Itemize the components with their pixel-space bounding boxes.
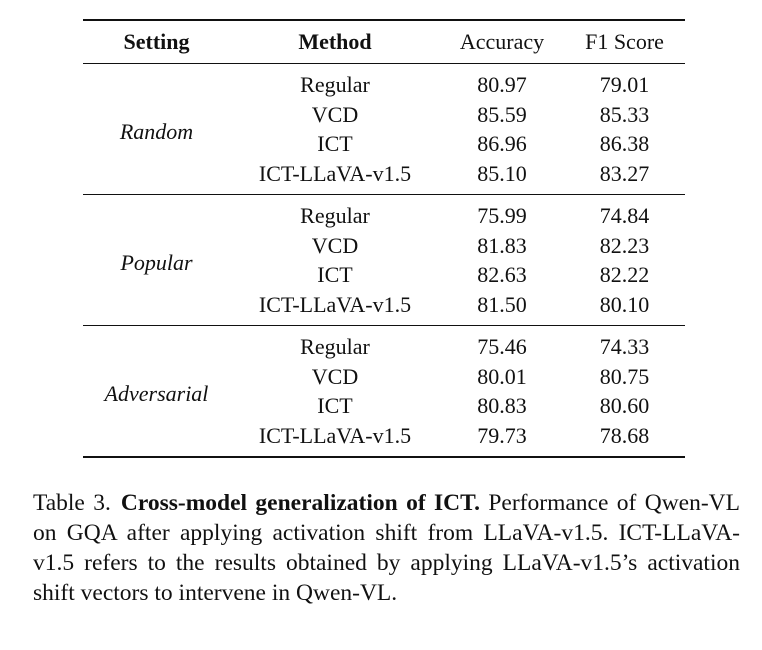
f1-cell: 83.27 (599, 160, 650, 186)
method-cell: VCD (311, 101, 359, 127)
method-cell: Regular (300, 203, 370, 228)
f1-cell: 78.68 (599, 422, 650, 448)
table-header-row (83, 20, 685, 64)
results-table-container (83, 19, 685, 458)
f1-cell: 85.33 (599, 101, 650, 127)
accuracy-cell: 82.63 (477, 262, 527, 287)
accuracy-cell: 75.99 (477, 203, 527, 228)
method-cell: VCD (311, 363, 359, 389)
f1-cell: 80.10 (599, 291, 650, 317)
setting-cell: Adversarial (104, 381, 209, 407)
f1-cell: 79.01 (599, 72, 650, 97)
setting-cell: Popular (120, 250, 193, 276)
table-row (83, 64, 685, 100)
f1-cell: 74.84 (599, 203, 650, 228)
group-popular (83, 195, 685, 326)
accuracy-cell: 85.59 (477, 101, 527, 127)
accuracy-cell: 80.97 (477, 72, 527, 97)
method-cell: ICT (317, 393, 353, 418)
setting-cell: Random (119, 119, 194, 145)
table-caption (33, 488, 740, 608)
accuracy-cell: 86.96 (477, 131, 527, 156)
caption-title: Cross-model generalization of ICT. (120, 490, 480, 516)
method-cell: ICT (317, 262, 353, 287)
accuracy-cell: 80.83 (477, 393, 527, 418)
method-cell: ICT-LLaVA-v1.5 (258, 160, 412, 186)
table-row (83, 195, 685, 231)
method-cell: ICT-LLaVA-v1.5 (258, 422, 412, 448)
method-cell: Regular (300, 334, 370, 359)
results-table (83, 19, 685, 458)
accuracy-cell: 85.10 (477, 160, 527, 186)
f1-cell: 82.22 (599, 262, 650, 287)
caption-text: Performance of Qwen-VL on GQA after applying activation shift from LLaVA-v1.5. ICT-LLaVA-v1.5 refers to the results obtained by applying LLaVA-v1.5’s activation shift vectors to intervene in Qwen-VL. (33, 490, 741, 606)
accuracy-cell: 79.73 (477, 422, 527, 448)
accuracy-cell: 81.83 (477, 232, 527, 258)
method-cell: ICT-LLaVA-v1.5 (258, 291, 412, 317)
method-cell: ICT (317, 131, 353, 156)
f1-cell: 74.33 (599, 334, 650, 359)
header-f1-score: F1 Score (585, 29, 664, 54)
accuracy-cell: 81.50 (477, 291, 527, 317)
method-cell: VCD (311, 232, 359, 258)
f1-cell: 80.75 (599, 363, 650, 389)
f1-cell: 80.60 (599, 393, 650, 418)
method-cell: Regular (300, 72, 370, 97)
f1-cell: 86.38 (599, 131, 650, 156)
header-setting: Setting (123, 29, 190, 54)
group-adversarial (83, 326, 685, 458)
header-accuracy: Accuracy (459, 29, 545, 54)
accuracy-cell: 75.46 (477, 334, 527, 359)
table-row (83, 326, 685, 362)
accuracy-cell: 80.01 (477, 363, 527, 389)
group-random (83, 64, 685, 195)
header-method: Method (298, 29, 372, 54)
caption-label: Table 3. (33, 490, 111, 516)
f1-cell: 82.23 (599, 232, 650, 258)
